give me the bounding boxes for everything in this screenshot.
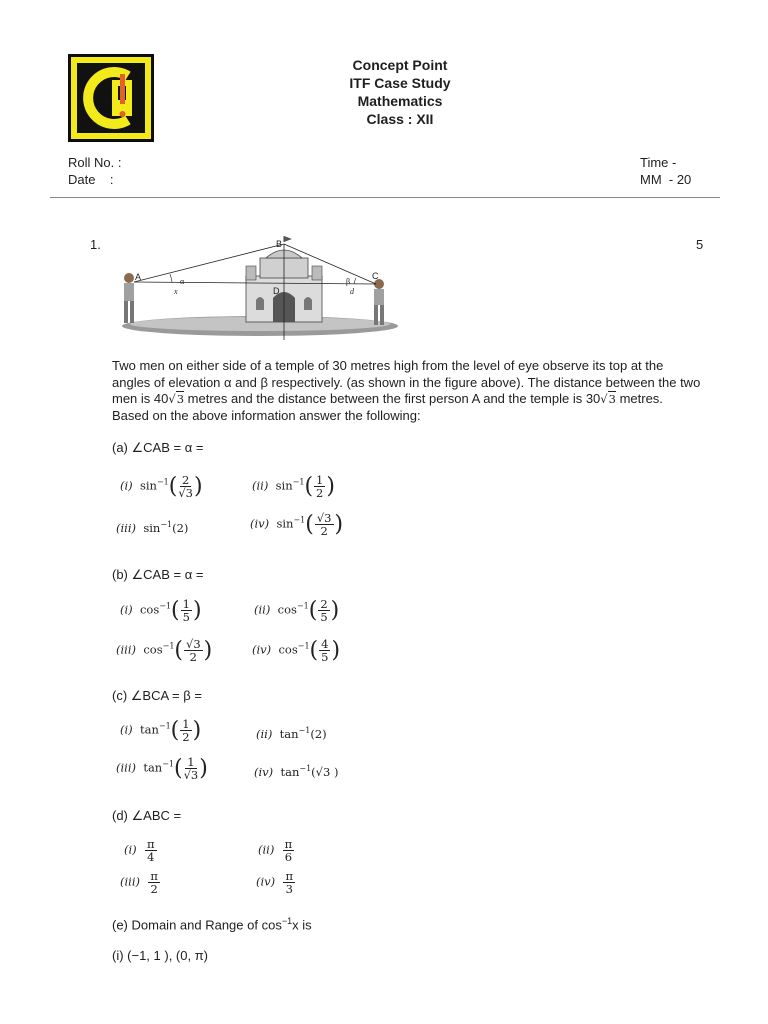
institute-name: Concept Point [352,57,448,73]
part-a-label: (a) ∠CAB = α = [112,440,204,455]
option-a-iv: (iv) $\sin^{-1}$( $\frac{√3}{2}$ ) [250,511,344,538]
question-text: Two men on either side of a temple of 30 metres high from the level of eye observe its top at the angles of elevation α and β respectively. (as shown in the figure above). The distance between the two men is 40√3 metres and the distance between the first person A and the temple is 30√3 metres. Based on the above information answer the following: [112,358,701,423]
option-b-iv: (iv) $\cos^{-1}$( $\frac{4}{5}$ ) [252,637,341,664]
label-d: D [273,286,280,296]
option-c-iv: (iv) $\tan^{-1}(√3$ ) [254,764,339,779]
option-c-iii: (iii) $\tan^{-1}$( $\frac{1}{√3}$ ) [116,755,208,782]
option-b-ii: (ii) $\cos^{-1}$( $\frac{2}{5}$ ) [254,597,340,624]
part-d-label: (d) ∠ABC = [112,808,182,823]
option-d-iv: (iv) $\frac{\pi}{3}$ [256,869,294,896]
test-title: ITF Case Study [349,75,451,91]
temple-figure [110,236,410,349]
option-d-ii: (ii) $\frac{\pi}{6}$ [258,837,293,864]
question-marks: 5 [696,237,704,252]
option-c-i: (i) $\tan^{-1}$( $\frac{1}{2}$ ) [120,717,202,744]
date-label: Date : [68,172,114,187]
part-e-label: (e) Domain and Range of $\cos^{-1}x$ is [112,916,312,933]
max-marks-label: MM - 20 [640,172,692,187]
student-meta [68,154,121,188]
person-a [124,273,134,323]
document-header [300,56,500,128]
option-a-i: (i) $\sin^{-1}$( $\frac{2}{√3}$ ) [120,473,203,500]
option-d-iii: (iii) $\frac{\pi}{2}$ [120,869,158,896]
label-b: B [276,239,283,249]
option-a-iii: (iii) $\sin^{-1}(2)$ [116,520,189,535]
class-name: Class : XII [366,111,434,127]
label-alpha: α [180,277,185,286]
option-b-iii: (iii) $\cos^{-1}$( $\frac{√3}{2}$ ) [116,637,213,664]
sqrt-three: 3 [608,392,616,406]
exam-meta [640,154,691,188]
label-x: x [174,287,178,296]
question-text-part2: metres and the distance between the first person A and the temple is 30 [184,391,601,406]
option-e-i: (i) (−1, 1 ), (0, π) [112,948,209,963]
label-d-distance: d [350,287,354,296]
part-c-label: (c) ∠BCA = β = [112,688,202,703]
label-a: A [135,272,142,282]
option-d-i: (i) $\frac{\pi}{4}$ [124,837,155,864]
question-text-part3: metres. Based on the above information answer the following: [112,391,663,423]
option-b-i: (i) $\cos^{-1}$( $\frac{1}{5}$ ) [120,597,202,624]
question-text-part1: Two men on either side of a temple of 30 metres high from the level of eye observe its top at the angles of elevation α and β respectively. (as shown in the figure above). The distance between the two men is 40 [112,358,701,406]
concept-point-logo [68,54,154,142]
time-label: Time - [640,155,677,170]
roll-no-label: Roll No. : [68,155,122,170]
option-a-ii: (ii) $\sin^{-1}$( $\frac{1}{2}$ ) [252,473,335,500]
header-divider [50,197,720,198]
question-number: 1. [90,237,101,252]
person-c [374,279,384,325]
part-b-label: (b) ∠CAB = α = [112,567,204,582]
subject-name: Mathematics [357,93,443,109]
sqrt-three: 3 [176,392,185,406]
label-c: C [372,271,379,281]
option-c-ii: (ii) $\tan^{-1}(2)$ [256,726,327,741]
label-beta: β [346,277,351,286]
